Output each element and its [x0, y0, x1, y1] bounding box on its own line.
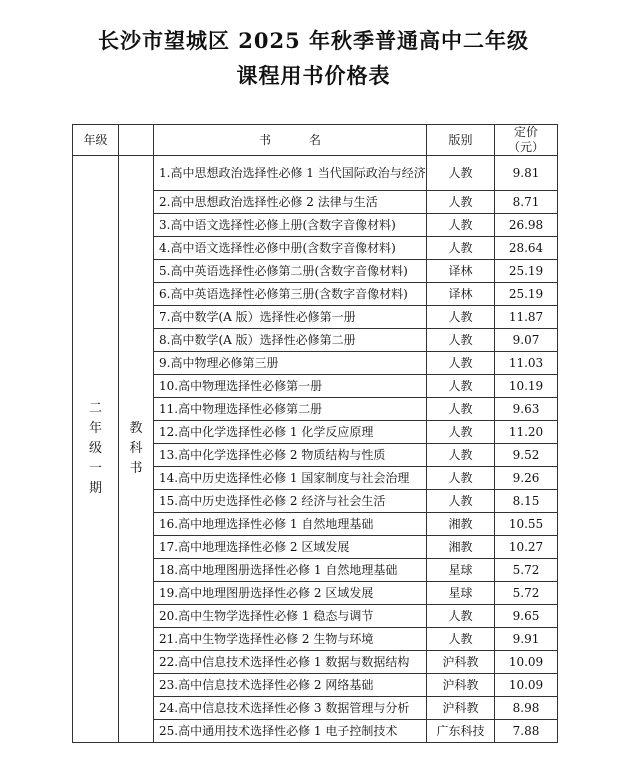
- book-name-cell: 17.高中地理选择性必修 2 区域发展: [154, 536, 427, 559]
- publisher-cell: 人教: [427, 467, 495, 490]
- publisher-cell: 人教: [427, 214, 495, 237]
- price-cell: 7.88: [495, 720, 558, 743]
- publisher-cell: 人教: [427, 156, 495, 191]
- price-cell: 10.55: [495, 513, 558, 536]
- price-cell: 25.19: [495, 283, 558, 306]
- publisher-cell: 沪科教: [427, 651, 495, 674]
- price-cell: 10.09: [495, 651, 558, 674]
- header-grade: 年级: [73, 125, 119, 156]
- book-name-cell: 9.高中物理必修第三册: [154, 352, 427, 375]
- publisher-cell: 沪科教: [427, 674, 495, 697]
- book-name-cell: 20.高中生物学选择性必修 1 稳态与调节: [154, 605, 427, 628]
- header-blank: [119, 125, 154, 156]
- publisher-cell: 星球: [427, 559, 495, 582]
- book-name-cell: 13.高中化学选择性必修 2 物质结构与性质: [154, 444, 427, 467]
- book-name-cell: 18.高中地理图册选择性必修 1 自然地理基础: [154, 559, 427, 582]
- publisher-cell: 星球: [427, 582, 495, 605]
- document-title: 长沙市望城区 2025 年秋季普通高中二年级: [97, 28, 530, 53]
- price-cell: 9.52: [495, 444, 558, 467]
- publisher-cell: 沪科教: [427, 697, 495, 720]
- price-cell: 11.20: [495, 421, 558, 444]
- publisher-cell: 人教: [427, 306, 495, 329]
- book-name-cell: 16.高中地理选择性必修 1 自然地理基础: [154, 513, 427, 536]
- header-price: 定价（元）: [495, 125, 558, 156]
- book-name-cell: 24.高中信息技术选择性必修 3 数据管理与分析: [154, 697, 427, 720]
- publisher-cell: 人教: [427, 605, 495, 628]
- publisher-cell: 人教: [427, 444, 495, 467]
- book-name-cell: 1.高中思想政治选择性必修 1 当代国际政治与经济: [154, 156, 427, 191]
- book-name-cell: 23.高中信息技术选择性必修 2 网络基础: [154, 674, 427, 697]
- publisher-cell: 人教: [427, 421, 495, 444]
- book-name-cell: 6.高中英语选择性必修第三册(含数字音像材料): [154, 283, 427, 306]
- book-name-cell: 10.高中物理选择性必修第一册: [154, 375, 427, 398]
- book-name-cell: 14.高中历史选择性必修 1 国家制度与社会治理: [154, 467, 427, 490]
- publisher-cell: 译林: [427, 260, 495, 283]
- price-cell: 26.98: [495, 214, 558, 237]
- publisher-cell: 广东科技: [427, 720, 495, 743]
- price-cell: 9.26: [495, 467, 558, 490]
- publisher-cell: 湘教: [427, 536, 495, 559]
- price-cell: 9.63: [495, 398, 558, 421]
- publisher-cell: 湘教: [427, 513, 495, 536]
- book-name-cell: 3.高中语文选择性必修上册(含数字音像材料): [154, 214, 427, 237]
- publisher-cell: 人教: [427, 191, 495, 214]
- header-publisher: 版别: [427, 125, 495, 156]
- publisher-cell: 译林: [427, 283, 495, 306]
- price-cell: 11.87: [495, 306, 558, 329]
- publisher-cell: 人教: [427, 398, 495, 421]
- table-header-row: [73, 125, 558, 156]
- price-cell: 8.71: [495, 191, 558, 214]
- price-cell: 10.19: [495, 375, 558, 398]
- book-name-cell: 4.高中语文选择性必修中册(含数字音像材料): [154, 237, 427, 260]
- price-cell: 9.81: [495, 156, 558, 191]
- book-name-cell: 15.高中历史选择性必修 2 经济与社会生活: [154, 490, 427, 513]
- book-name-cell: 12.高中化学选择性必修 1 化学反应原理: [154, 421, 427, 444]
- price-cell: 28.64: [495, 237, 558, 260]
- publisher-cell: 人教: [427, 329, 495, 352]
- publisher-cell: 人教: [427, 490, 495, 513]
- book-name-cell: 22.高中信息技术选择性必修 1 数据与数据结构: [154, 651, 427, 674]
- publisher-cell: 人教: [427, 352, 495, 375]
- price-cell: 5.72: [495, 582, 558, 605]
- book-name-cell: 19.高中地理图册选择性必修 2 区域发展: [154, 582, 427, 605]
- book-name-cell: 2.高中思想政治选择性必修 2 法律与生活: [154, 191, 427, 214]
- book-name-cell: 21.高中生物学选择性必修 2 生物与环境: [154, 628, 427, 651]
- price-cell: 9.07: [495, 329, 558, 352]
- price-cell: 9.91: [495, 628, 558, 651]
- book-name-cell: 8.高中数学(A 版）选择性必修第二册: [154, 329, 427, 352]
- book-name-cell: 11.高中物理选择性必修第二册: [154, 398, 427, 421]
- category-cell: 教科书: [119, 156, 154, 743]
- price-cell: 25.19: [495, 260, 558, 283]
- publisher-cell: 人教: [427, 375, 495, 398]
- price-cell: 5.72: [495, 559, 558, 582]
- price-cell: 8.98: [495, 697, 558, 720]
- price-cell: 9.65: [495, 605, 558, 628]
- price-cell: 11.03: [495, 352, 558, 375]
- price-cell: 8.15: [495, 490, 558, 513]
- table-row: [73, 156, 558, 191]
- book-name-cell: 25.高中通用技术选择性必修 1 电子控制技术: [154, 720, 427, 743]
- book-name-cell: 7.高中数学(A 版）选择性必修第一册: [154, 306, 427, 329]
- price-cell: 10.27: [495, 536, 558, 559]
- grade-cell: 二年级一期: [73, 156, 119, 743]
- price-table: [72, 124, 558, 743]
- book-name-cell: 5.高中英语选择性必修第二册(含数字音像材料): [154, 260, 427, 283]
- publisher-cell: 人教: [427, 628, 495, 651]
- document-subtitle: 课程用书价格表: [236, 63, 391, 88]
- price-cell: 10.09: [495, 674, 558, 697]
- publisher-cell: 人教: [427, 237, 495, 260]
- header-book-name: 书名: [154, 125, 427, 156]
